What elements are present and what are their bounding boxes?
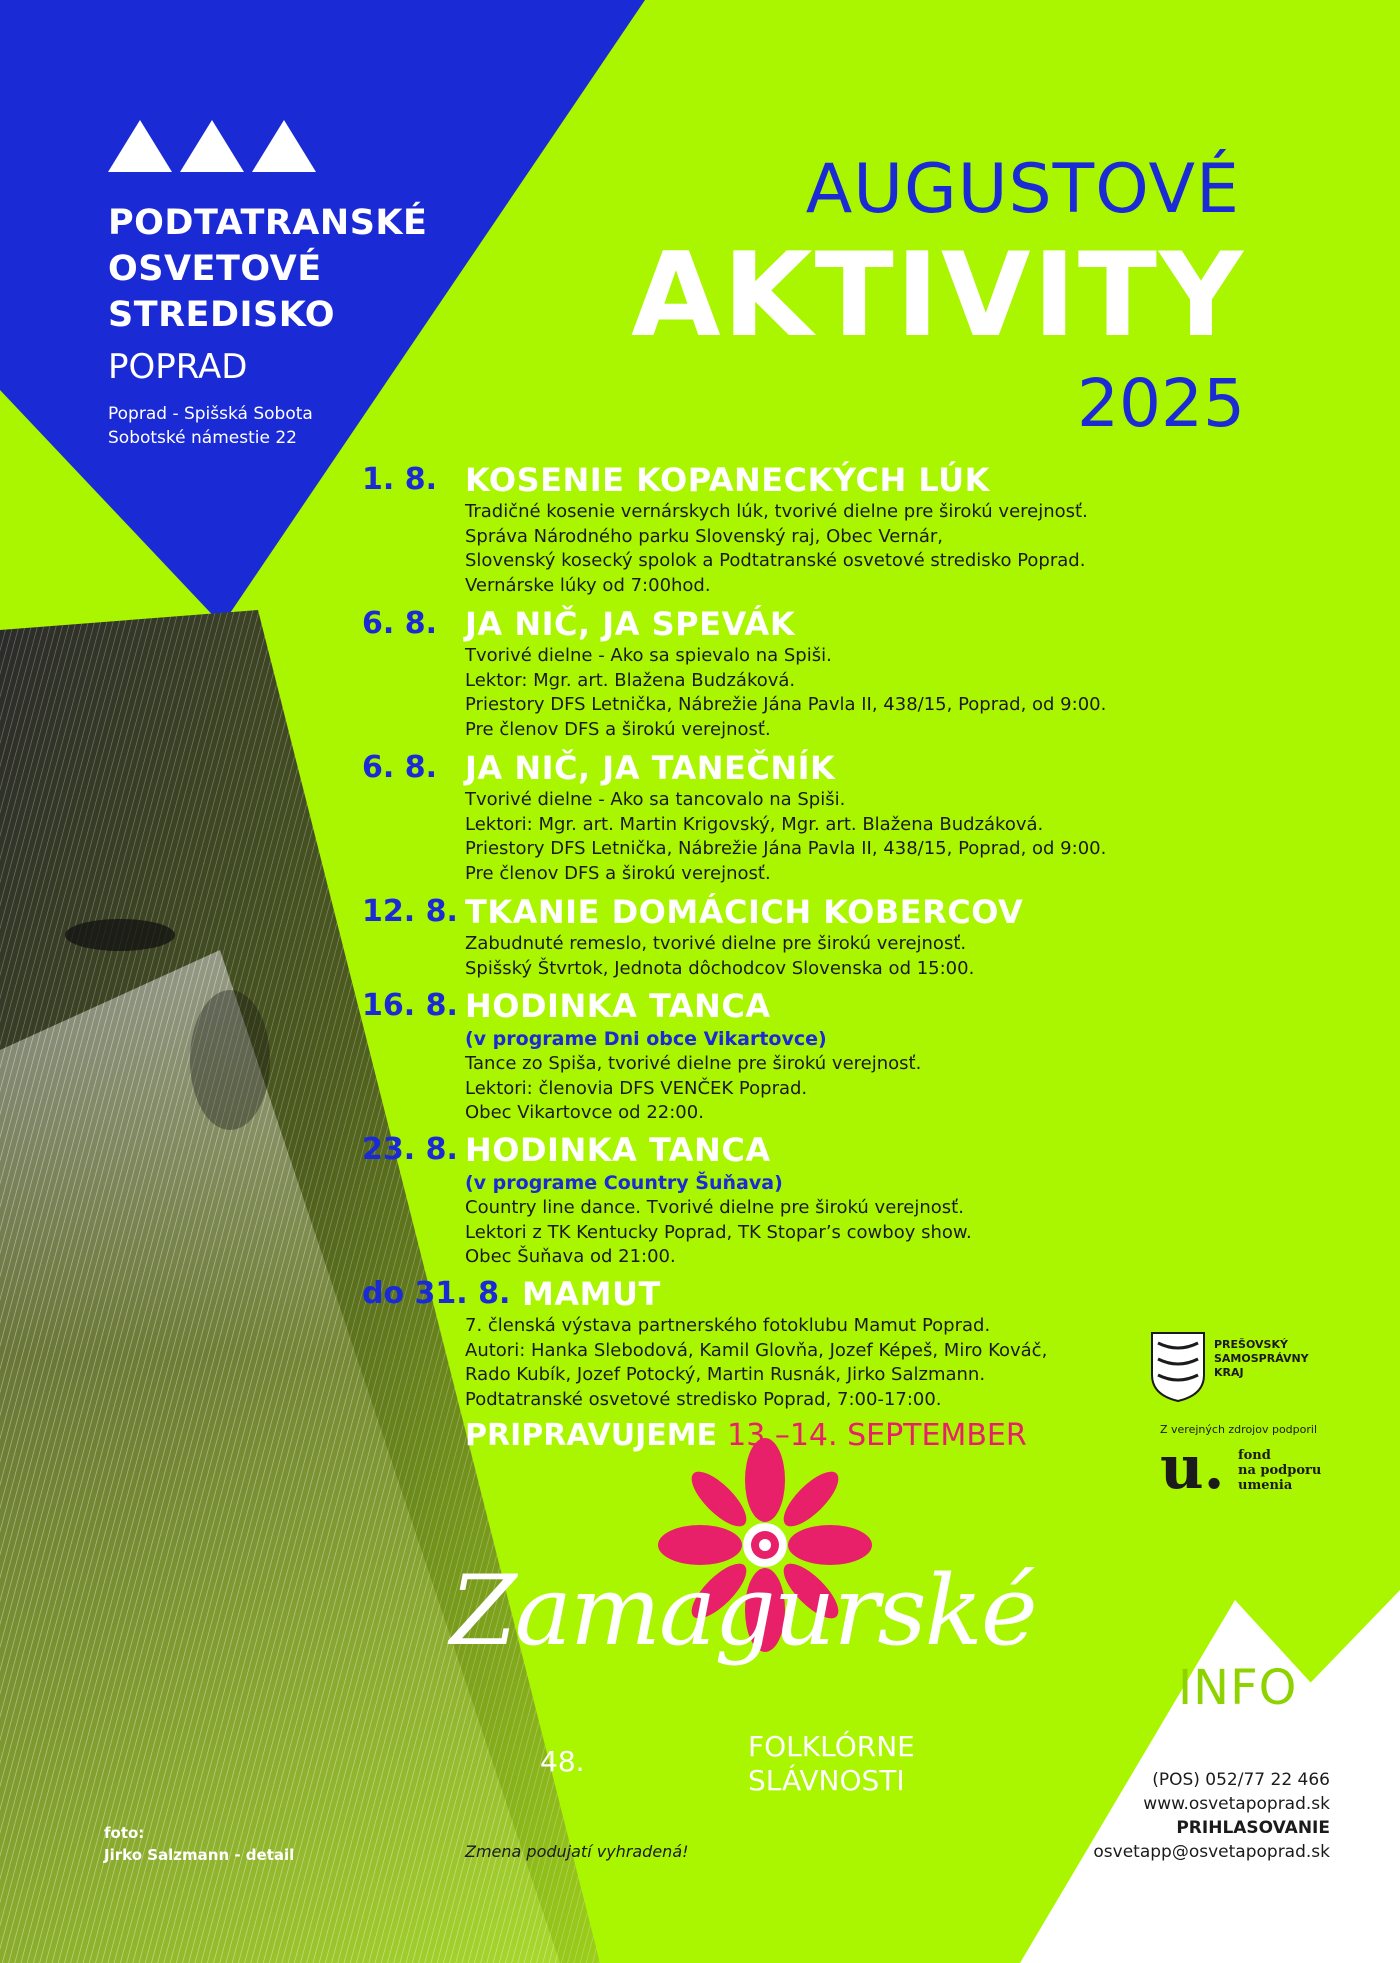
desc-line: Tradičné kosenie vernárskych lúk, tvorivé dielne pre širokú verejnosť. <box>465 501 1088 522</box>
fond-supported-by: Z verejných zdrojov podporil <box>1160 1423 1318 1436</box>
desc-line: Lektor: Mgr. art. Blažena Budzáková. <box>465 669 796 691</box>
info-title: INFO <box>1178 1660 1298 1716</box>
upcoming-label: PRIPRAVUJEME <box>465 1418 718 1453</box>
desc-line: Priestory DFS Letnička, Nábrežie Jána Pavla II, 438/15, Poprad, od 9:00. <box>465 694 1107 715</box>
desc-line: Slovenský kosecký spolok a Podtatranské osvetové stredisko Poprad. <box>465 550 1086 571</box>
event-description <box>465 1314 1047 1412</box>
desc-line: Podtatranské osvetové stredisko Poprad, 7:00-17:00. <box>465 1388 942 1410</box>
event-date: 6. 8. <box>362 750 437 785</box>
desc-line: Tvorivé dielne - Ako sa tancovalo na Spiši. <box>465 789 846 810</box>
kraj-line: SAMOSPRÁVNY <box>1214 1352 1309 1365</box>
address-line-1: Poprad - Spišská Sobota <box>108 404 313 424</box>
title-year: 2025 <box>1077 365 1245 442</box>
desc-line: Správa Národného parku Slovenský raj, Obec Vernár, <box>465 525 944 547</box>
fond-line: umenia <box>1238 1478 1293 1493</box>
event-date: do 31. 8. <box>362 1276 511 1311</box>
desc-line: Lektori: členovia DFS VENČEK Poprad. <box>465 1077 808 1099</box>
desc-line: Zabudnuté remeslo, tvorivé dielne pre širokú verejnosť. <box>465 933 967 954</box>
desc-line: Country line dance. Tvorivé dielne pre širokú verejnosť. <box>465 1197 964 1218</box>
event-date: 6. 8. <box>362 606 437 641</box>
title-line-2: AKTIVITY <box>630 228 1245 363</box>
photo-credit-author: Jirko Salzmann - detail <box>104 1846 295 1864</box>
event-description <box>465 1196 972 1270</box>
address-line-2: Sobotské námestie 22 <box>108 428 297 448</box>
event-name: JA NIČ, JA TANEČNÍK <box>465 749 836 787</box>
festival-name-line: SLÁVNOSTI <box>748 1764 905 1797</box>
festival-number: 48. <box>540 1745 585 1778</box>
festival-script-title: Zamagurské <box>450 1555 1036 1667</box>
event-date: 16. 8. <box>362 988 458 1023</box>
event-description <box>465 1052 921 1126</box>
desc-line: Pre členov DFS a širokú verejnosť. <box>465 718 771 740</box>
organization-name <box>108 200 427 390</box>
desc-line: Obec Vikartovce od 22:00. <box>465 1102 704 1123</box>
event-date: 23. 8. <box>362 1132 458 1167</box>
event-description <box>465 500 1088 598</box>
desc-line: Autori: Hanka Slebodová, Kamil Glovňa, Jozef Képeš, Miro Kováč, <box>465 1339 1048 1361</box>
event-description <box>465 644 1106 742</box>
desc-line: Priestory DFS Letnička, Nábrežie Jána Pavla II, 438/15, Poprad, od 9:00. <box>465 838 1107 859</box>
info-phone: (POS) 052/77 22 466 <box>1152 1770 1330 1790</box>
event-name: JA NIČ, JA SPEVÁK <box>465 605 796 643</box>
upcoming-dates: 13.–14. SEPTEMBER <box>727 1418 1027 1453</box>
desc-line: Tvorivé dielne - Ako sa spievalo na Spiši. <box>465 645 832 666</box>
org-city: POPRAD <box>108 347 248 387</box>
event-description <box>465 788 1106 886</box>
info-web-link[interactable]: www.osvetapoprad.sk <box>1143 1794 1330 1814</box>
event-name: TKANIE DOMÁCICH KOBERCOV <box>465 893 1024 931</box>
desc-line: Rado Kubík, Jozef Potocký, Martin Rusnák, Jirko Salzmann. <box>465 1364 986 1385</box>
three-mountains-icon <box>108 120 316 172</box>
desc-line: Lektori z TK Kentucky Poprad, TK Stopar’s cowboy show. <box>465 1221 972 1243</box>
kraj-line: KRAJ <box>1214 1366 1244 1379</box>
desc-line: Tance zo Spiša, tvorivé dielne pre širokú verejnosť. <box>465 1053 922 1074</box>
event-name: KOSENIE KOPANECKÝCH LÚK <box>465 461 990 499</box>
info-registration-label: PRIHLASOVANIE <box>1176 1818 1330 1838</box>
desc-line: Obec Šuňava od 21:00. <box>465 1246 676 1267</box>
org-line-1: PODTATRANSKÉ <box>108 203 428 243</box>
upcoming-line <box>465 1418 1027 1453</box>
desc-line: Pre členov DFS a širokú verejnosť. <box>465 862 771 884</box>
info-email-link[interactable]: osvetapp@osvetapoprad.sk <box>1093 1842 1330 1862</box>
fond-mark: u. <box>1160 1433 1225 1503</box>
org-line-2: OSVETOVÉ <box>108 249 322 289</box>
desc-line: Vernárske lúky od 7:00hod. <box>465 574 711 596</box>
desc-line: Lektori: Mgr. art. Martin Krigovský, Mgr. art. Blažena Budzáková. <box>465 813 1044 835</box>
festival-name-line: FOLKLÓRNE <box>748 1730 915 1763</box>
fond-name <box>1238 1448 1321 1493</box>
event-name: HODINKA TANCA <box>465 987 771 1025</box>
fond-line: fond <box>1238 1448 1271 1463</box>
coat-of-arms-icon <box>1152 1333 1204 1401</box>
festival-name <box>748 1730 915 1798</box>
photo-credit-label: foto: <box>104 1824 145 1842</box>
org-line-3: STREDISKO <box>108 295 336 335</box>
change-note: Zmena podujatí vyhradená! <box>465 1842 689 1861</box>
photo-credit <box>104 1822 294 1866</box>
desc-line: 7. členská výstava partnerského fotoklubu Mamut Poprad. <box>465 1315 991 1336</box>
kraj-line: PREŠOVSKÝ <box>1214 1338 1288 1351</box>
info-block <box>1000 1768 1330 1864</box>
event-description <box>465 932 974 981</box>
event-subtitle: (v programe Country Šuňava) <box>465 1172 783 1194</box>
title-line-1: AUGUSTOVÉ <box>805 150 1240 229</box>
event-date: 12. 8. <box>362 894 458 929</box>
org-address <box>108 402 313 450</box>
event-date: 1. 8. <box>362 462 437 497</box>
kraj-name <box>1214 1338 1309 1380</box>
event-name: MAMUT <box>522 1275 661 1313</box>
event-name: HODINKA TANCA <box>465 1131 771 1169</box>
fond-line: na podporu <box>1238 1463 1322 1478</box>
event-subtitle: (v programe Dni obce Vikartovce) <box>465 1028 827 1050</box>
desc-line: Spišský Štvrtok, Jednota dôchodcov Slovenska od 15:00. <box>465 957 975 979</box>
